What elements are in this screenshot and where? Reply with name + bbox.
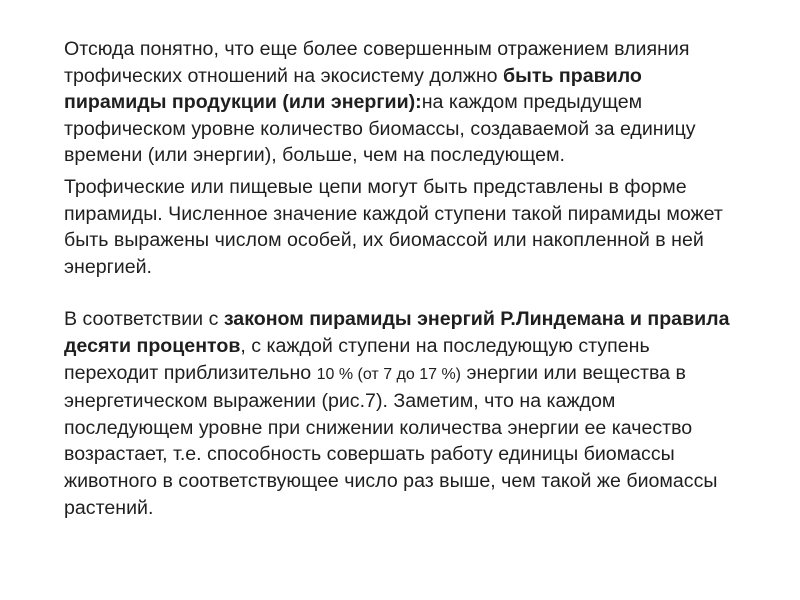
paragraph-3-text-end: энергии или вещества в энергетическом выражении (рис.7). Заметим, что на каждом последующем уровне при снижении количества энергии ее качество возрастает, т.е. способность совершать работу единицы биомассы животного в соответствующее число раз выше, чем такой же биомассы растений. xyxy=(64,361,718,519)
paragraph-lindeman-law xyxy=(64,306,744,521)
paragraph-1-text-end: на каждом предыдущем трофическом уровне количество биомассы, создаваемой за единицу времени (или энергии), больше, чем на последующем. xyxy=(64,91,696,167)
paragraph-pyramid-of-production xyxy=(64,36,744,169)
paragraph-3-percent-range: 10 % (от 7 до 17 %) xyxy=(316,365,462,383)
paragraph-3-text-start: В соответствии с xyxy=(64,308,224,331)
paragraph-1-bold-rule: быть правило пирамиды продукции (или энергии): xyxy=(64,64,642,114)
paragraph-3-bold-law: законом пирамиды энергий Р.Линдемана и правила десяти процентов xyxy=(64,308,730,357)
paragraph-2-text: Трофические или пищевые цепи могут быть представлены в форме пирамиды. Численное значение каждой ступени такой пирамиды может быть выражены числом особей, их биомассой или накопленной в ней энергией. xyxy=(64,175,723,278)
paragraph-1-text-start: Отсюда понятно, что еще более совершенным отражением влияния трофических отношений на экосистему должно xyxy=(64,38,690,87)
slide-text-body xyxy=(64,36,744,521)
paragraph-3-text-middle: , с каждой ступени на последующую ступень переходит приблизительно xyxy=(64,334,650,384)
paragraph-trophic-chains xyxy=(64,174,744,280)
